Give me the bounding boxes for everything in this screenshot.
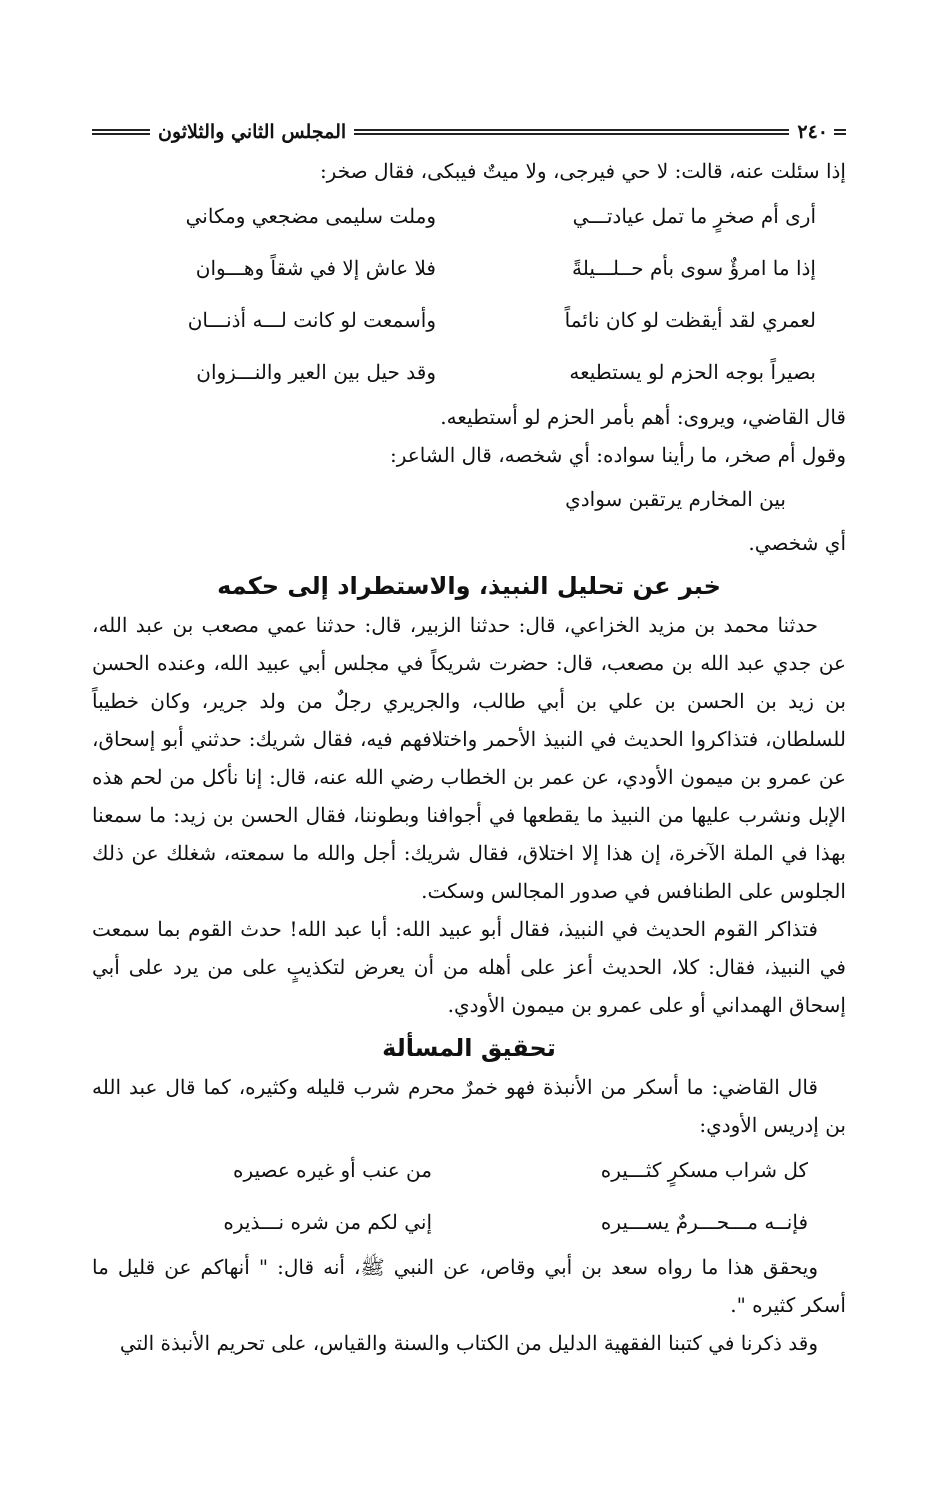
verse-second-hemistich: وأسمعت لو كانت لـــه أذنـــان [187,308,436,332]
paragraph-hadith-sharik: حدثنا محمد بن مزيد الخزاعي، قال: حدثنا الزبير، قال: حدثنا عمي مصعب بن عبد الله، عن جدي عبد الله بن مصعب، قال: حضرت شريكاً في مجلس أبي عبيد الله، وعنده الحسن بن زيد بن الحسن بن علي بن أبي طالب، والجريري رجلٌ من ولد جرير، وكان خطيباً للسلطان، فتذاكروا الحديث في النبيذ الأحمر واختلافهم فيه، فقال شريك: حدثني أبو إسحاق، عن عمرو بن ميمون الأودي، عن عمر بن الخطاب رضي الله عنه، قال: إنا نأكل من لحم هذه الإبل ونشرب عليها من النبيذ ما يقطعها في أجوافنا وبطوننا، فقال الحسن بن زيد: ما سمعنا بهذا في الملة الآخرة، إن هذا إلا اختلاق، فقال شريك: أجل والله ما سمعته، شغلك عن ذلك الجلوس على الطنافس في صدور المجالس وسكت. [92,613,846,903]
verse-second-hemistich: فلا عاش إلا في شقاً وهـــوان [195,256,436,280]
verse-line [92,1144,846,1196]
intro-line: إذا سئلت عنه، قالت: لا حي فيرجى، ولا ميتٌ فيبكى، فقال صخر: [319,159,846,183]
section-heading-nabidh: خبر عن تحليل النبيذ، والاستطراد إلى حكمه [217,572,721,600]
verse-line [92,190,846,242]
poem-ibn-idris [92,1144,846,1248]
verse-first-hemistich: إذا ما امرؤٌ سوى بأم حــلـــيلةً [571,256,816,280]
verse-first-hemistich: بصيراً بوجه الحزم لو يستطيعه [569,360,816,384]
paragraph-qadi-khamr: قال القاضي: ما أسكر من الأنبذة فهو خمرٌ محرم شرب قليله وكثيره، كما قال عبد الله بن إدريس الأودي: [92,1075,846,1137]
running-header [92,112,846,152]
poem-sakhr [92,190,846,398]
paragraph-saad-hadith: ويحقق هذا ما رواه سعد بن أبي وقاص، عن النبي ﷺ، أنه قال: " أنهاكم عن قليل ما أسكر كثيره ". [92,1255,846,1317]
book-page [92,112,846,1362]
verse-line [92,1196,846,1248]
header-rule-short-left [92,129,150,135]
header-rule-long [354,129,789,135]
verse-second-hemistich: وملت سليمى مضجعي ومكاني [185,204,436,228]
page-number: ٢٤٠ [797,121,828,143]
paragraph-qadi-riwaya: قال القاضي، ويروى: أهم بأمر الحزم لو أستطيعه. [440,405,846,429]
paragraph-hadith-qawm: فتذاكر القوم الحديث في النبيذ، فقال أبو عبيد الله: أبا عبد الله! حدث القوم بما سمعت في النبيذ، فقال: كلا، الحديث أعز على أهله من أن يعرض لتكذيبٍ على من يرد على أبي إسحاق الهمداني أو على عمرو بن ميمون الأودي. [92,917,846,1017]
verse-second-hemistich: من عنب أو غيره عصيره [232,1158,432,1182]
paragraph-umm-sakhr: وقول أم صخر، ما رأينا سواده: أي شخصه، قال الشاعر: [390,443,846,467]
verse-first-hemistich: لعمري لقد أيقظت لو كان نائماً [564,308,816,332]
verse-first-hemistich: كل شراب مسكرٍ كثـــيره [600,1158,808,1182]
verse-line [92,242,846,294]
header-rule-short-right [834,129,846,135]
verse-first-hemistich: فإنــه مـــحـــرمٌ يســـيره [600,1210,808,1234]
verse-second-hemistich: إني لكم من شره نـــذيره [223,1210,432,1234]
paragraph-shakhsi: أي شخصي. [748,531,846,555]
chapter-title: المجلس الثاني والثلاثون [158,121,347,143]
single-verse: بين المخارم يرتقبن سوادي [565,487,786,511]
verse-line [92,294,846,346]
verse-first-hemistich: أرى أم صخرٍ ما تمل عيادتـــي [572,204,816,228]
verse-line [92,346,846,398]
paragraph-fiqh-books: وقد ذكرنا في كتبنا الفقهية الدليل من الكتاب والسنة والقياس، على تحريم الأنبذة التي [119,1331,818,1355]
verse-second-hemistich: وقد حيل بين العير والنـــزوان [196,360,436,384]
section-heading-tahqiq: تحقيق المسألة [382,1034,556,1062]
